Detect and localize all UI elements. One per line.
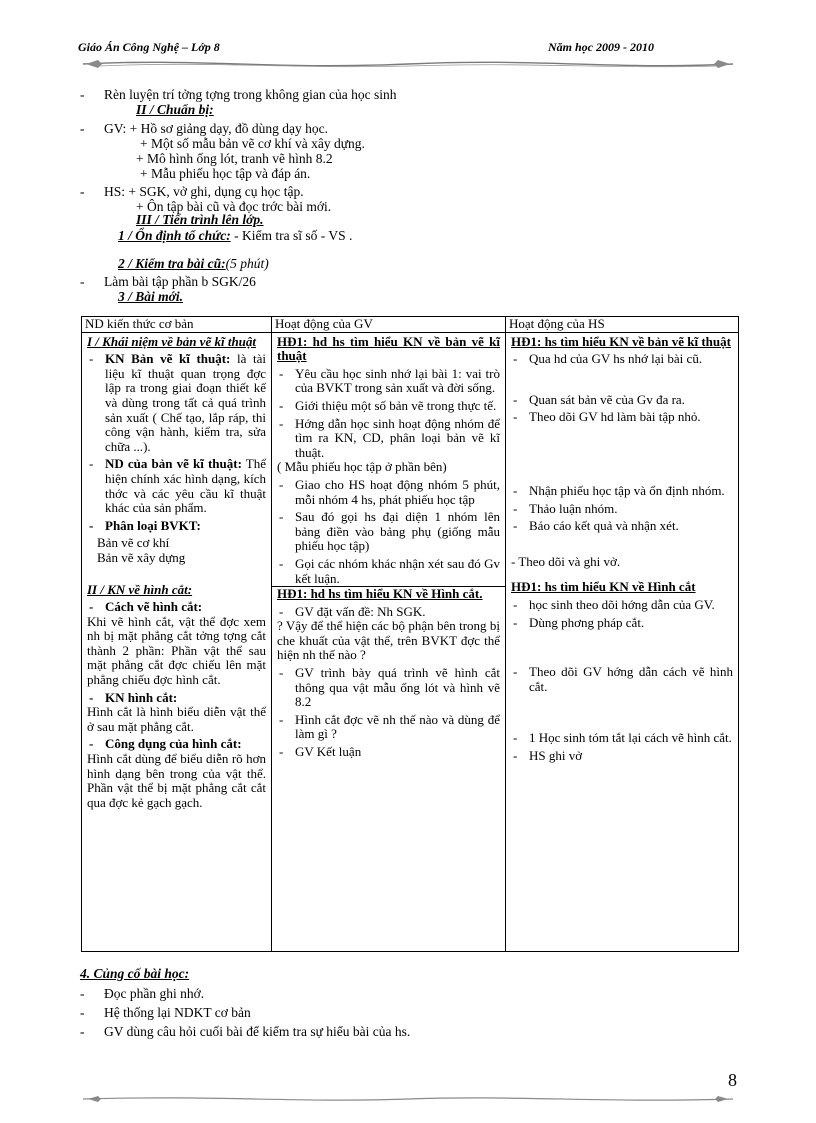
section-title-prep: II / Chuẩn bị:	[136, 102, 214, 117]
gv-prep-line: + Một số mẫu bản vẽ cơ khí và xây dựng.	[140, 136, 365, 151]
list-item: - học sinh theo dõi hớng dẫn của GV.	[511, 598, 733, 613]
list-item: - GV trình bày quá trình vẽ hình cắt thông qua vật mẫu ống lót và hình vẽ 8.2	[277, 666, 500, 710]
paragraph: - Theo dõi và ghi vở.	[511, 553, 621, 569]
gv-prep-line: GV: + Hồ sơ giảng dạy, đồ dùng dạy học.	[104, 121, 328, 136]
summary-item: GV dùng câu hỏi cuối bài để kiểm tra sự hiểu bài của hs.	[104, 1024, 411, 1039]
hs-prep-line: + Ôn tập bài cũ và đọc trớc bài mới.	[136, 199, 332, 214]
section-drawing-concept: I / Khái niệm về bản vẽ kĩ thuật	[87, 333, 257, 349]
activity-heading: HĐ1: hs tìm hiểu KN về bản vẽ kĩ thuật	[511, 333, 731, 349]
list-item: - HS ghi vở	[511, 749, 733, 764]
list-item: - Thảo luận nhóm.	[511, 502, 733, 517]
col-header-teacher: Hoạt động của GV	[272, 317, 506, 333]
activity-heading: HĐ1: hd hs tìm hiểu KN về bản vẽ kĩ thuật	[277, 333, 500, 364]
drawing-type: Bản vẽ xây dựng	[97, 549, 186, 565]
col-header-content: ND kiến thức cơ bản	[82, 317, 272, 333]
list-item: - GV Kết luận	[277, 745, 500, 760]
list-item: - Báo cáo kết quả và nhận xét.	[511, 519, 733, 534]
bullet-dash: -	[80, 121, 85, 136]
list-item: - Theo dõi GV hớng dẫn cách vẽ hình cắt.	[511, 665, 733, 694]
activity-heading: HĐ1: hd hs tìm hiểu KN về Hình cắt.	[272, 586, 505, 602]
objective-line: Rèn luyện trí tởng tợng trong không gian của học sinh	[104, 87, 397, 102]
lesson-table	[81, 316, 739, 952]
bullet-dash: -	[80, 986, 85, 1001]
paragraph: Hình cắt là hình biểu diễn vật thể ở sau mặt phẳng cắt.	[87, 704, 266, 734]
question: ? Vậy để thể hiện các bộ phận bên trong bị che khuất của vật thể, trên BVKT đợc thể hiện nh thế nào ?	[277, 618, 500, 663]
hs-prep-line: HS: + SGK, vở ghi, dụng cụ học tập.	[104, 184, 304, 199]
section-section-view: II / KN về hình cắt:	[87, 581, 193, 597]
footer-ornament-rule	[78, 1093, 738, 1105]
list-item: - Gọi các nhóm khác nhận xét sau đó Gv kết luận.	[277, 557, 500, 586]
list-item: - Công dụng của hình cắt:	[87, 737, 266, 752]
summary-item: Đọc phần ghi nhớ.	[104, 986, 205, 1001]
list-item: - 1 Học sinh tóm tắt lại cách vẽ hình cắt.	[511, 731, 733, 746]
list-item: - Qua hd của GV hs nhớ lại bài cũ.	[511, 352, 733, 367]
drawing-type: Bản vẽ cơ khí	[97, 535, 170, 551]
table-header-row	[82, 317, 739, 333]
bullet-dash: -	[80, 1005, 85, 1020]
bullet-dash: -	[80, 87, 85, 102]
list-item: - Cách vẽ hình cắt:	[87, 600, 266, 615]
col-header-student: Hoạt động của HS	[506, 317, 739, 333]
list-item: - Dùng phơng pháp cắt.	[511, 616, 733, 631]
list-item: - Nhận phiếu học tập và ổn định nhóm.	[511, 484, 733, 499]
header-year: Năm học 2009 - 2010	[548, 40, 654, 54]
list-item: - Phân loại BVKT:	[87, 519, 266, 534]
header-ornament-rule	[78, 56, 738, 72]
homework-line: Làm bài tập phần b SGK/26	[104, 274, 256, 289]
list-item: - Hình cắt đợc vẽ nh thế nào và dùng để làm gì ?	[277, 713, 500, 742]
paragraph: Hình cắt dùng để biểu diễn rõ hơn hình dạng bên trong của vật thể. Phần vật thể bị mặt phẳng cắt cắt qua đợc kẻ gạch gạch.	[87, 751, 266, 810]
page-number: 8	[728, 1070, 737, 1090]
list-item: - Sau đó gọi hs đại diện 1 nhóm lên bảng điền vào bảng phụ (giống mẫu phiếu học tập)	[277, 510, 500, 554]
section-title-summary: 4. Củng cố bài học:	[80, 966, 190, 981]
teacher-column	[272, 332, 506, 951]
list-item: - KN Bản vẽ kĩ thuật: là tài liệu kĩ thuật quan trọng đợc lập ra trong giai đoạn thiết kế và dùng trong tất cả quá trình sản xuất ( Chế tạo, lắp ráp, thi công vận hành, kiểm tra, sửa chữa ...).	[87, 352, 266, 454]
list-item: - GV đặt vấn đề: Nh SGK.	[277, 605, 500, 620]
bullet-dash: -	[80, 184, 85, 199]
note: ( Mẫu phiếu học tập ở phần bên)	[277, 459, 447, 475]
list-item: - Quan sát bản vẽ của Gv đa ra.	[511, 393, 733, 408]
gv-prep-line: + Mô hình ống lót, tranh vẽ hình 8.2	[136, 151, 333, 166]
bullet-dash: -	[80, 1024, 85, 1039]
bullet-dash: -	[80, 274, 85, 289]
list-item: - Yêu cầu học sinh nhớ lại bài 1: vai trò của BVKT trong sản xuất và đời sống.	[277, 367, 500, 396]
activity-heading: HĐ1: hs tìm hiểu KN về Hình cắt	[511, 579, 696, 595]
section-title-process: III / Tiến trình lên lớp.	[136, 212, 264, 227]
paragraph: Khi vẽ hình cắt, vật thể đợc xem nh bị mặt phẳng cắt tởng tợng cắt thành 2 phần: Phần vật thể sau mặt phẳng cắt đợc chiếu lên mặt phẳng chiếu đợc hình cắt.	[87, 613, 266, 688]
list-item: - Giới thiệu một số bản vẽ trong thực tế.	[277, 399, 500, 414]
student-column	[506, 332, 739, 951]
summary-item: Hệ thống lại NDKT cơ bản	[104, 1005, 251, 1020]
gv-prep-line: + Mẫu phiếu học tập và đáp án.	[140, 166, 311, 181]
step-check-old: 2 / Kiểm tra bài cũ:(5 phút)	[118, 256, 269, 271]
step-new-lesson: 3 / Bài mới.	[118, 289, 184, 304]
list-item: - ND của bản vẽ kĩ thuật: Thể hiện chính xác hình dạng, kích thớc và các yêu cầu kĩ thuật khác của sản phẩm.	[87, 457, 266, 515]
list-item: - Giao cho HS hoạt động nhóm 5 phút, mỗi nhóm 4 hs, phát phiếu học tập	[277, 478, 500, 507]
list-item: - Theo dõi GV hd làm bài tập nhỏ.	[511, 410, 733, 425]
header-subject: Giáo Án Công Nghệ – Lớp 8	[78, 40, 220, 54]
step-organize: 1 / Ổn định tổ chức: - Kiểm tra sĩ số - VS .	[118, 228, 353, 243]
content-column	[82, 332, 272, 951]
list-item: - Hớng dẫn học sinh hoạt động nhóm để tìm ra KN, CD, phân loại bản vẽ kĩ thuật.	[277, 417, 500, 461]
table-body-row	[82, 332, 739, 951]
list-item: - KN hình cắt:	[87, 691, 266, 706]
